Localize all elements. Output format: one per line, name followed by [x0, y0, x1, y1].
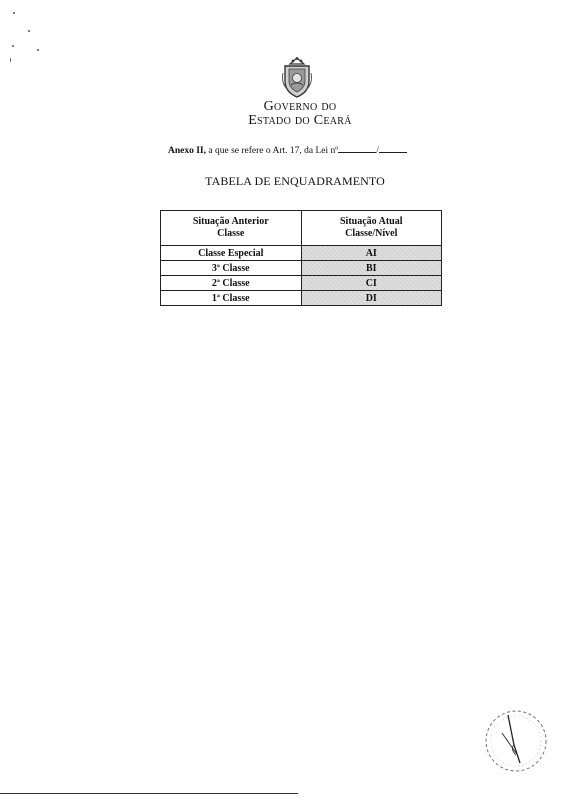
cell-situacao-atual: DI — [301, 291, 442, 306]
scan-speck — [12, 45, 14, 47]
cell-situacao-atual: BI — [301, 261, 442, 276]
cell-situacao-anterior: 2ª Classe — [161, 276, 302, 291]
table-header-row — [161, 211, 442, 246]
cell-situacao-atual: AI — [301, 246, 442, 261]
scan-speck — [28, 30, 30, 32]
cell-situacao-anterior: 1ª Classe — [161, 291, 302, 306]
cell-situacao-anterior: Classe Especial — [161, 246, 302, 261]
header-situacao-atual: Situação Atual Classe/Nível — [301, 211, 442, 246]
cell-situacao-anterior: 3ª Classe — [161, 261, 302, 276]
government-header — [200, 100, 400, 128]
scan-speck — [37, 49, 39, 51]
scan-speck — [10, 58, 11, 62]
scan-speck — [13, 12, 15, 14]
annex-reference — [168, 143, 407, 156]
table-row — [161, 276, 442, 291]
annex-slash: / — [376, 146, 379, 156]
annex-text: a que se refere o Art. 17, da Lei nº — [206, 146, 339, 156]
signature-stamp-icon — [480, 705, 552, 777]
table-row — [161, 261, 442, 276]
government-line-1: Governo do — [263, 99, 337, 114]
law-number-blank — [338, 143, 376, 153]
table-row — [161, 291, 442, 306]
government-line-2: Estado do Ceará — [248, 113, 352, 128]
header-situacao-anterior: Situação Anterior Classe — [161, 211, 302, 246]
table-title: TABELA DE ENQUADRAMENTO — [205, 174, 385, 188]
enquadramento-table — [160, 210, 442, 306]
state-coat-of-arms-icon — [281, 55, 313, 99]
table-row — [161, 246, 442, 261]
law-year-blank — [379, 143, 407, 153]
annex-label: Anexo II, — [168, 146, 207, 156]
footer-divider — [0, 793, 298, 794]
cell-situacao-atual: CI — [301, 276, 442, 291]
